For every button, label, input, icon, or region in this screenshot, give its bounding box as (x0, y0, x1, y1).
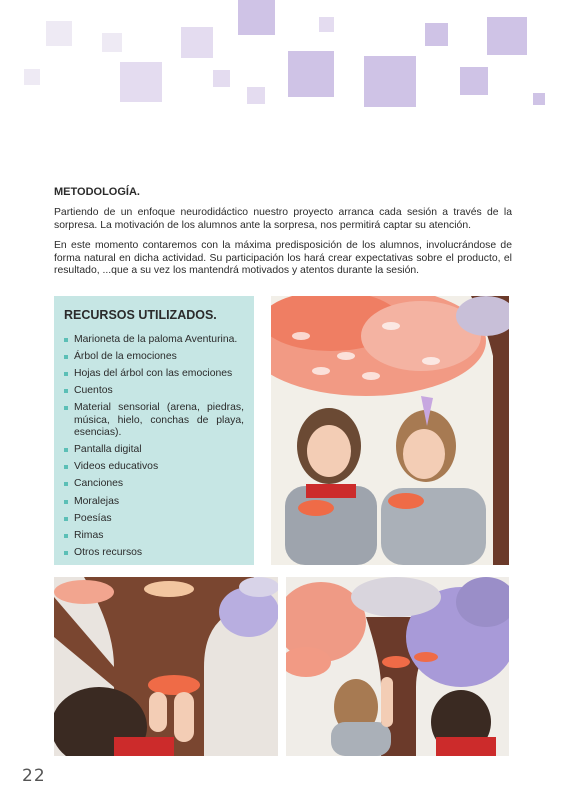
list-item (64, 530, 244, 542)
list-item-label: Marioneta de la paloma Aventurina. (74, 334, 238, 345)
list-item (64, 461, 244, 473)
list-item-label: Poesías (74, 512, 112, 524)
decor-square (46, 21, 72, 46)
decor-square (487, 17, 527, 55)
list-item (64, 444, 244, 456)
resources-title: RECURSOS UTILIZADOS. (64, 308, 217, 322)
photo-children-at-tree (286, 577, 509, 756)
bullet-icon (64, 448, 68, 452)
decor-square (288, 51, 334, 97)
bullet-icon (64, 534, 68, 538)
list-item (64, 385, 244, 397)
list-item-label: Otros recursos (74, 546, 143, 558)
decor-square (120, 62, 162, 102)
decor-square (533, 93, 545, 105)
list-item-label: Cuentos (74, 385, 113, 397)
list-item-label: Rimas (74, 529, 104, 541)
list-item-label: Árbol de la emociones (74, 351, 177, 363)
list-item-label: Pantalla digital (74, 444, 142, 456)
decor-square (364, 56, 416, 107)
list-item-label: Material sensorial (arena, piedras, música, hielo, conchas de playa, esencias). (74, 402, 244, 439)
list-item-label: Videos educativos (74, 461, 159, 473)
methodology-paragraph-1: Partiendo de un enfoque neurodidáctico nuestro proyecto arranca cada sesión a través de la sorpresa. La motivación de los alumnos ante la sorpresa, nos permitirá captar su atención. (54, 207, 512, 231)
bullet-icon (64, 355, 68, 359)
page-number: 22 (22, 766, 46, 786)
decor-square (213, 70, 230, 87)
list-item (64, 547, 244, 559)
decor-square (102, 33, 122, 52)
bullet-icon (64, 406, 68, 410)
section-title: METODOLOGÍA. (54, 186, 140, 198)
photo-children-with-leaves (271, 296, 509, 565)
bullet-icon (64, 551, 68, 555)
list-item (64, 351, 244, 363)
bullet-icon (64, 517, 68, 521)
list-item-label: Moralejas (74, 495, 120, 507)
bullet-icon (64, 372, 68, 376)
bullet-icon (64, 338, 68, 342)
decor-square (425, 23, 448, 46)
bullet-icon (64, 389, 68, 393)
list-item (64, 334, 244, 346)
list-item-label: Canciones (74, 478, 124, 490)
list-item (64, 368, 244, 380)
bullet-icon (64, 500, 68, 504)
list-item (64, 478, 244, 490)
resources-list (64, 334, 244, 564)
resources-box (54, 296, 254, 565)
list-item (64, 513, 244, 525)
list-item-label: Hojas del árbol con las emociones (74, 368, 233, 380)
methodology-paragraph-2: En este momento contaremos con la máxima predisposición de los alumnos, involucrándose de forma natural en dicha actividad. Su participación los hará crear expectativas sobre el producto, el resultado, ...que a su vez los mantendrá motivados y atentos durante la sesión. (54, 240, 512, 277)
list-item (64, 496, 244, 508)
bullet-icon (64, 482, 68, 486)
photo-child-placing-leaf (54, 577, 278, 756)
decor-square (460, 67, 488, 95)
decor-square (181, 27, 213, 58)
decor-square (319, 17, 334, 32)
decor-square (238, 0, 275, 35)
decor-square (24, 69, 40, 85)
decor-square (247, 87, 265, 104)
bullet-icon (64, 465, 68, 469)
list-item (64, 402, 244, 439)
